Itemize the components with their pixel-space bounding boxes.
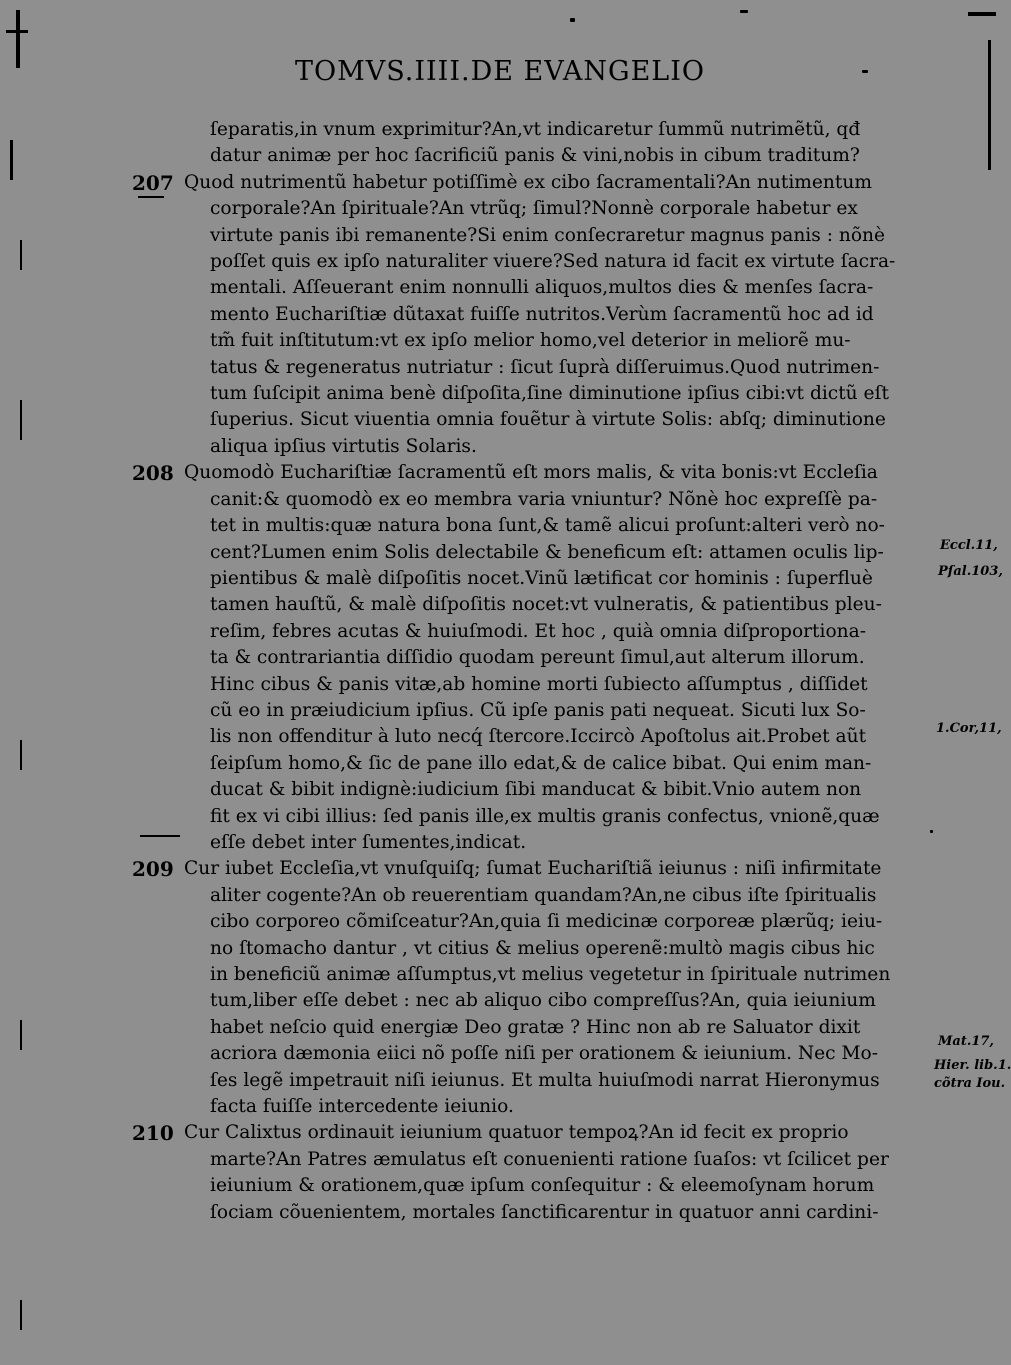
text-line: tum,liber eſſe debet : nec ab aliquo cibo compreſſus?An, quia ieiunium [210, 990, 876, 1012]
text-line: ducat & bibit indignè:iudicium ſibi manducat & bibit.Vnio autem non [210, 779, 862, 801]
text-line: ſociam cõuenientem, mortales ſanctificarentur in quatuor anni cardini- [210, 1201, 879, 1223]
text-line: canit:& quomodò ex eo membra varia vniuntur? Nõnè hoc expreſſè pa- [210, 488, 878, 510]
text-line: ſes legẽ impetrauit niſi ieiunus. Et multa huiuſmodi narrat Hieronymus [210, 1069, 880, 1091]
entry-210 [132, 1120, 912, 1226]
ink-fleck [930, 830, 933, 833]
ink-fleck [740, 10, 748, 13]
margin-note-mat: Mat.17, [938, 1034, 994, 1049]
text-line: fit ex vi cibi illius: ſed panis ille,ex multis granis confectus, vnionẽ,quæ [210, 805, 880, 827]
text-line: ieiunium & orationem,quæ ipſum conſequitur : & eleemoſynam horum [210, 1175, 875, 1197]
text-line: cibo corporeo cõmiſceatur?An,quia ſi medicinæ corporeæ plærũq; ieiu- [210, 911, 883, 933]
text-line: tum ſuſcipit anima benè diſpoſita,ſine diminutione ipſius cibi:vt dictũ eſt [210, 383, 889, 405]
entry-number: 209 [132, 857, 174, 882]
text-line: ſuperius. Sicut viuentia omnia fouẽtur à virtute Solis: abſq; diminutione [210, 409, 886, 431]
text-line: Cur Calixtus ordinauit ieiunium quatuor tempoꝝ?An id fecit ex proprio [184, 1122, 849, 1144]
text-line: Quomodò Euchariſtiæ ſacramentũ eſt mors malis, & vita bonis:vt Eccleſia [184, 462, 878, 484]
text-line: mento Euchariſtiæ dũtaxat fuiſſe nutritos.Verùm ſacramentũ hoc ad id [210, 303, 874, 325]
text-line: datur animæ per hoc ſacrificiũ panis & vini,nobis in cibum traditum? [210, 145, 860, 167]
text-line: aliter cogente?An ob reuerentiam quandam?An,ne cibus iſte ſpiritualis [210, 884, 877, 906]
text-line: reſim, febres acutas & huiuſmodi. Et hoc , quià omnia diſproportiona- [210, 620, 866, 642]
text-line: ſeparatis,in vnum exprimitur?An,vt indicaretur ſummũ nutrimẽtũ, qđ [210, 119, 861, 140]
text-line: ſeipſum homo,& ſic de pane illo edat,& de calice bibat. Qui enim man- [210, 752, 872, 774]
text-line: lis non offenditur à luto necq́ ſtercore.Iccircò Apoſtolus ait.Probet aũt [210, 726, 867, 748]
margin-note-cor: 1.Cor,11, [936, 721, 1002, 736]
right-edge-mark [968, 12, 996, 16]
text-line: virtute panis ibi remanente?Si enim conſecraretur magnus panis : nõnè [210, 224, 886, 246]
entry-207 [132, 170, 912, 460]
text-line: Hinc cibus & panis vitæ,ab homine morti ſubiecto aſſumptus , diſſidet [210, 673, 868, 695]
entry-209 [132, 856, 912, 1120]
left-edge-mark [20, 740, 22, 770]
text-line: habet neſcio quid energiæ Deo gratæ ? Hinc non ab re Saluator dixit [210, 1016, 861, 1038]
ink-fleck [570, 18, 575, 22]
running-header: TOMVS.IIII.DE EVANGELIO [294, 56, 706, 87]
body-text [132, 117, 912, 1226]
text-line: pientibus & malè diſpoſitis nocet.Vinũ lætificat cor hominis : ſuperfluè [210, 567, 873, 589]
left-edge-mark [20, 1020, 22, 1050]
text-line: Cur iubet Eccleſia,vt vnuſquiſq; ſumat Euchariſtiã ieiunus : niſi infirmitate [184, 858, 882, 880]
margin-note-cotra: cõtra Iou. [934, 1076, 1006, 1091]
text-line: Quod nutrimentũ habetur potiſſimè ex cibo ſacramentali?An nutimentum [184, 171, 872, 193]
left-edge-mark [10, 140, 13, 180]
text-line: tatus & regeneratus nutriatur : ſicut ſuprà diſſeruimus.Quod nutrimen- [210, 356, 880, 378]
left-edge-mark [20, 240, 22, 270]
text-line: tet in multis:quæ natura bona ſunt,& tamẽ alicui proſunt:alteri verò no- [210, 515, 885, 537]
left-edge-mark [20, 400, 22, 440]
text-line: acriora dæmonia eiici nõ poſſe niſi per orationem & ieiunium. Nec Mo- [210, 1043, 879, 1065]
text-line: poſſet quis ex ipſo naturaliter viuere?Sed natura id facit ex virtute ſacra- [210, 251, 896, 273]
text-line: ta & contrariantia diſſidio quodam pereunt ſimul,aut alterum illorum. [210, 647, 865, 669]
text-line: mentali. Aſſeuerant enim nonnulli aliquos,multos dies & menſes ſacra- [210, 277, 874, 299]
text-line: facta fuiſſe intercedente ieiunio. [210, 1096, 514, 1118]
left-edge-mark [20, 1300, 22, 1330]
text-line: in beneficiũ animæ aſſumptus,vt melius vegetetur in ſpirituale nutrimen [210, 964, 891, 985]
entry-number: 207 [132, 170, 174, 195]
text-line: tm̃ fuit inſtitutum:vt ex ipſo melior homo,vel deterior in meliorẽ mu- [210, 330, 851, 352]
margin-note-hier: Hier. lib.1. [934, 1058, 1011, 1073]
entry-number: 208 [132, 461, 174, 486]
margin-note-eccl: Eccl.11, [940, 538, 998, 553]
text-line: no ſtomacho dantur , vt citius & melius operenẽ:multò magis cibus hic [210, 937, 875, 959]
text-line: tamen hauſtũ, & malè diſpoſitis nocet:vt vulneratis, & patientibus pleu- [210, 594, 882, 616]
entry-continuation [132, 117, 912, 170]
text-line: corporale?An ſpirituale?An vtrũq; ſimul?Nonnè corporale habetur ex [210, 198, 858, 220]
text-line: marte?An Patres æmulatus eſt conuenienti ratione ſuaſos: vt ſcilicet per [210, 1148, 889, 1170]
entry-208 [132, 460, 912, 856]
text-line: aliqua ipſius virtutis Solaris. [210, 435, 477, 457]
text-line: cũ eo in præiudicium ipſius. Cũ ipſe panis pati nequeat. Sicuti lux So- [210, 699, 866, 721]
margin-note-psal: Pſal.103, [938, 564, 1003, 579]
text-line: eſſe debet inter ſumentes,indicat. [210, 831, 527, 853]
entry-number: 210 [132, 1121, 174, 1146]
left-edge-mark [6, 30, 28, 33]
text-line: cent?Lumen enim Solis delectabile & beneficum eſt: attamen oculis lip- [210, 541, 884, 563]
